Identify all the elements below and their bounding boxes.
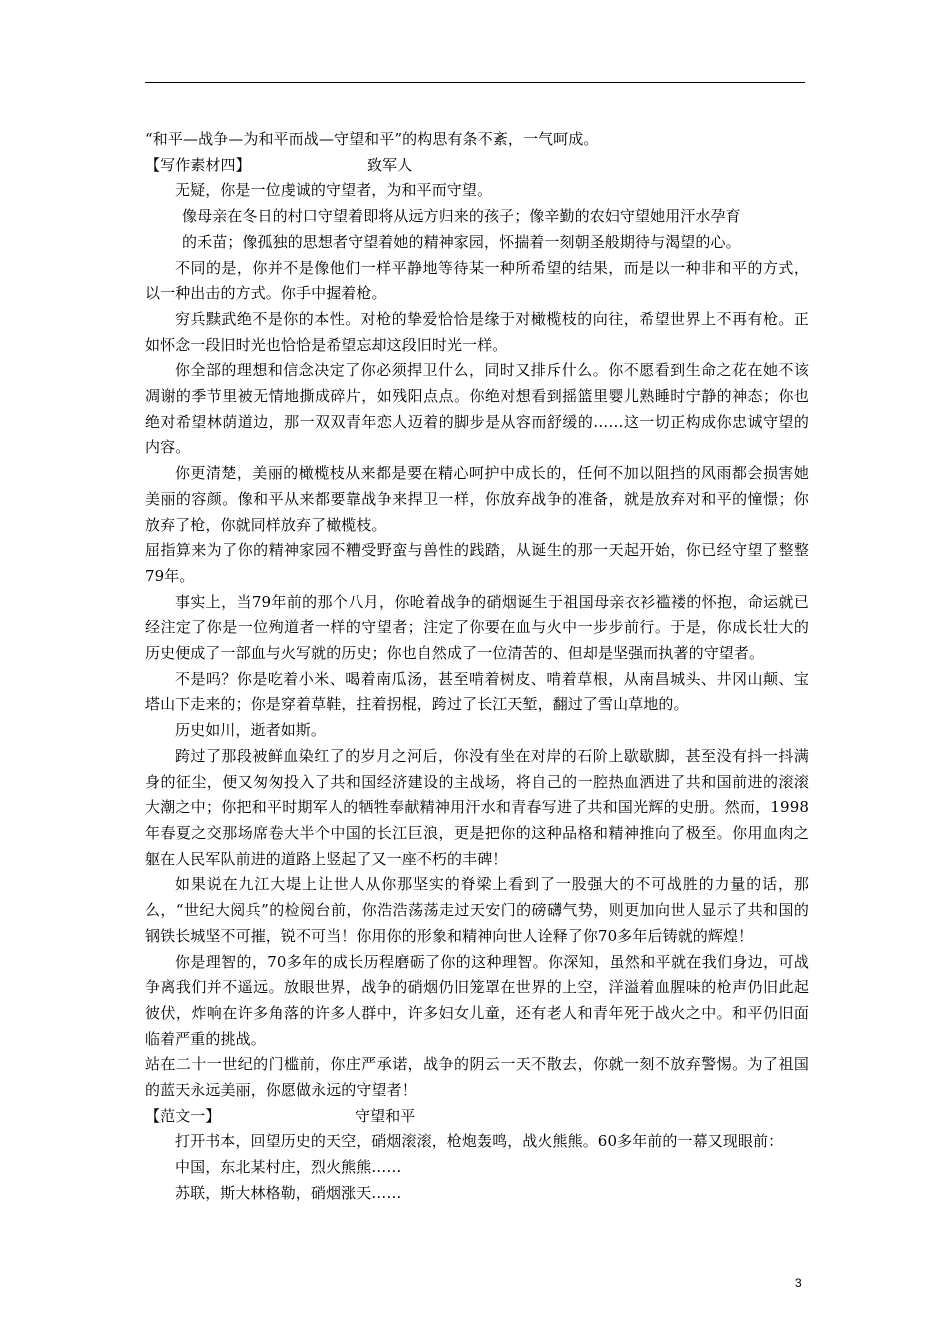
paragraph: 历史如川，逝者如斯。	[175, 721, 327, 740]
paragraph: 如果说在九江大堤上让世人从你那坚实的脊梁上看到了一股强大的不可战胜的力量的话，那么，“世纪大阅兵”的检阅台前，你浩浩荡荡走过天安门的磅礴气势，则更加向世人显示了共和国的钢铁长城坚不可摧，锐不可当！你用你的形象和精神向世人诠释了你70多年后铸就的辉煌！	[145, 875, 809, 945]
paragraph: 苏联，斯大林格勒，硝烟涨天……	[175, 1183, 402, 1202]
paragraph: 跨过了那段被鲜血染红了的岁月之河后，你没有坐在对岸的石阶上歇歇脚，甚至没有抖一抖满身的征尘，便又匆匆投入了共和国经济建设的主战场，将自己的一腔热血洒进了共和国前进的滚滚大潮之中；你把和平时期军人的牺牲奉献精神用汗水和青春写进了共和国光辉的史册。然而，1998年春夏之交那场席卷大半个中国的长江巨浪，更是把你的这种品格和精神推向了极至。你用血肉之躯在人民军队前进的道路上竖起了又一座不朽的丰碑！	[145, 746, 809, 868]
paragraph: 像母亲在冬日的村口守望着即将从远方归来的孩子；像辛勤的农妇守望她用汗水孕育	[182, 207, 741, 226]
header-rule	[145, 82, 805, 83]
paragraph: 无疑，你是一位虔诚的守望者，为和平而守望。	[175, 181, 493, 200]
paragraph: 不是吗？你是吃着小米、喝着南瓜汤，甚至啃着树皮、啃着草根，从南昌城头、井冈山颠、宝塔山下走来的；你是穿着草鞋，拄着拐棍，跨过了长江天堑，翻过了雪山草地的。	[145, 669, 809, 714]
paragraph: 屈指算来为了你的精神家园不糟受野蛮与兽性的践踏，从诞生的那一天起开始，你已经守望了整整79年。	[145, 541, 809, 585]
paragraph: 打开书本，回望历史的天空，硝烟滚滚，枪炮轰鸣，战火熊熊。60多年前的一幕又现眼前：	[175, 1132, 784, 1151]
essay-title: 守望和平	[355, 1106, 416, 1125]
page-number: 3	[795, 1276, 802, 1290]
paragraph: 中国，东北某村庄，烈火熊熊……	[175, 1158, 402, 1177]
section-label: 【写作素材四】	[145, 155, 251, 174]
section-title: 致军人	[367, 155, 413, 174]
section-heading	[145, 153, 809, 179]
paragraph: 事实上，当79年前的那个八月，你呛着战争的硝烟诞生于祖国母亲衣衫褴褛的怀抱，命运就已经注定了你是一位殉道者一样的守望者；注定了你要在血与火中一步步前行。于是，你成长壮大的历史便成了一部血与火写就的历史；你也自然成了一位清苦的、但却是坚强而执著的守望者。	[145, 592, 809, 663]
paragraph: 你更清楚，美丽的橄榄枝从来都是要在精心呵护中成长的，任何不加以阻挡的风雨都会损害她美丽的容颜。像和平从来都要靠战争来捍卫一样，你放弃战争的准备，就是放弃对和平的憧憬；你放弃了枪，你就同样放弃了橄榄枝。	[145, 464, 809, 534]
paragraph: 穷兵黩武绝不是你的本性。对枪的挚爱恰恰是缘于对橄榄枝的向往，希望世界上不再有枪。正如怀念一段旧时光也恰恰是希望忘却这段旧时光一样。	[145, 309, 809, 354]
paragraph: 你是理智的，70多年的成长历程磨砺了你的这种理智。你深知，虽然和平就在我们身边，可战争离我们并不遥远。放眼世界，战争的硝烟仍旧笼罩在世界的上空，洋溢着血腥味的枪声仍旧此起彼伏，炸响在许多角落的许多人群中，许多妇女儿童，还有老人和青年死于战火之中。和平仍旧面临着严重的挑战。	[145, 952, 809, 1048]
paragraph: 的禾苗；像孤独的思想者守望着她的精神家园，怀揣着一刻朝圣般期待与渴望的心。	[182, 232, 741, 251]
essay-label: 【范文一】	[145, 1106, 221, 1125]
paragraph: 站在二十一世纪的门槛前，你庄严承诺，战争的阴云一天不散去，你就一刻不放弃警惕。为了祖国的蓝天永远美丽，你愿做永远的守望者！	[145, 1055, 809, 1100]
paragraph: “和平—战争—为和平而战—守望和平”的构思有条不紊，一气呵成。	[145, 130, 599, 148]
document-body	[145, 127, 809, 1207]
essay-heading	[145, 1104, 809, 1130]
paragraph: 你全部的理想和信念决定了你必须捍卫什么，同时又排斥什么。你不愿看到生命之花在她不该凋谢的季节里被无情地撕成碎片，如残阳点点。你绝对想看到摇篮里婴儿熟睡时宁静的神态；你也绝对希望林荫道边，那一双双青年恋人迈着的脚步是从容而舒缓的……这一切正构成你忠诚守望的内容。	[145, 361, 809, 457]
paragraph: 不同的是，你并不是像他们一样平静地等待某一种所希望的结果，而是以一种非和平的方式，以一种出击的方式。你手中握着枪。	[145, 258, 809, 303]
